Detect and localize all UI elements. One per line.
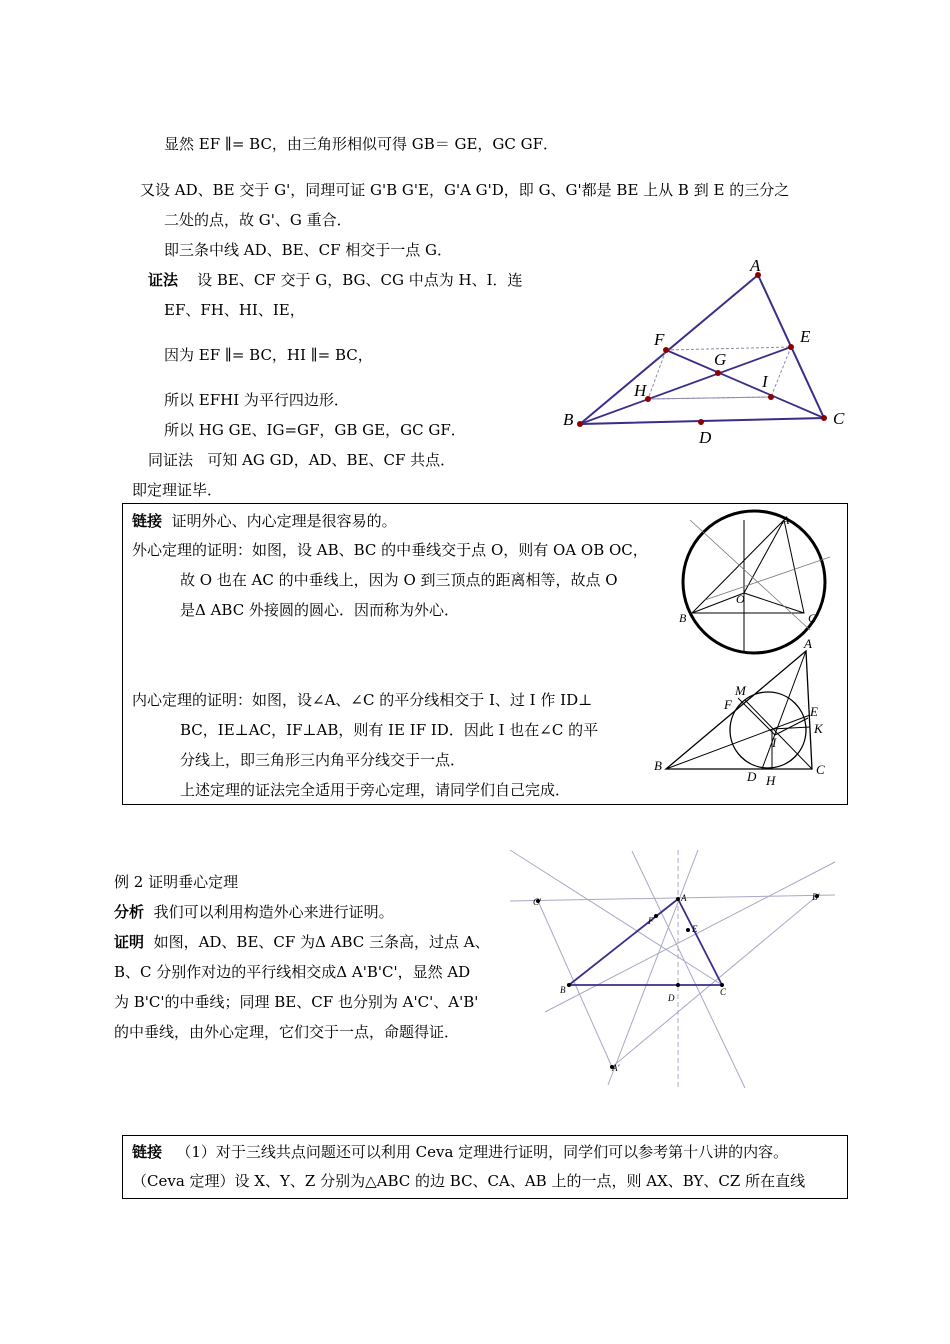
median-figure xyxy=(560,255,860,455)
segment-hi xyxy=(648,397,771,399)
text-line: 证明外心、内心定理是很容易的。 xyxy=(171,512,397,530)
text-line: （Ceva 定理）设 X、Y、Z 分别为△ABC 的边 BC、CA、AB 上的一点，则 AX、BY、CZ 所在直线 xyxy=(132,1172,806,1190)
label-c: C xyxy=(833,409,845,428)
label-c: C xyxy=(808,611,817,625)
text-line: 所以 EFHI 为平行四边形． xyxy=(164,391,349,409)
text-line: 设 BE、CF 交于 G，BG、CG 中点为 H、I．连 xyxy=(197,271,523,289)
label-a-prime: A' xyxy=(612,1063,620,1073)
text-line: 二处的点，故 G'、G 重合． xyxy=(164,211,352,229)
label-d: D xyxy=(699,428,712,447)
label-e: E xyxy=(692,924,698,934)
label-e: E xyxy=(800,327,811,346)
label-a: A xyxy=(750,256,761,275)
link-intro xyxy=(132,511,397,531)
label-d: D xyxy=(668,993,675,1003)
text-line: 显然 EF ∥= BC，由三角形相似可得 GB＝ GE，GC GF． xyxy=(164,135,559,153)
text-line: 所以 HG GE、IG=GF，GB GE，GC GF． xyxy=(164,421,466,439)
text-line: EF、FH、HI、IE， xyxy=(164,301,305,319)
same-label: 同证法 xyxy=(148,451,194,469)
label-c: C xyxy=(720,987,727,997)
label-h: H xyxy=(766,773,776,788)
label-b: B xyxy=(679,611,687,625)
text-line: 上述定理的证法完全适用于旁心定理，请同学们自己完成． xyxy=(180,781,571,799)
proof-line xyxy=(148,270,523,290)
label-e: E xyxy=(810,704,818,719)
link-label: 链接 xyxy=(132,512,163,530)
label-b: B xyxy=(654,758,662,773)
text-line: B、C 分别作对边的平行线相交成Δ A'B'C'，显然 AD xyxy=(114,963,471,981)
label-c-prime: C' xyxy=(533,897,541,907)
label-a: A xyxy=(681,893,687,903)
label-b: B xyxy=(563,410,574,429)
text-line: 外心定理的证明：如图，设 AB、BC 的中垂线交于点 O，则有 OA OB OC， xyxy=(132,541,648,559)
text-line: 分线上，即三角形三内角平分线交于一点． xyxy=(180,751,466,769)
analysis-label: 分析 xyxy=(114,903,145,921)
text-line: BC，IE⊥AC，IF⊥AB，则有 IE IF ID．因此 I 也在∠C 的平 xyxy=(180,721,599,739)
text-line: 内心定理的证明：如图，设∠A、∠C 的平分线相交于 I、过 I 作 ID⊥ xyxy=(132,691,593,709)
label-b: B xyxy=(560,985,566,995)
label-f: F xyxy=(654,330,665,349)
text-line: 我们可以利用构造外心来进行证明。 xyxy=(153,903,394,921)
label-m: M xyxy=(735,683,746,698)
text-line: 是Δ ABC 外接圆的圆心．因而称为外心． xyxy=(180,601,459,619)
proof-label: 证法 xyxy=(148,271,179,289)
label-a: A xyxy=(804,636,812,651)
analysis-line xyxy=(114,902,394,922)
proof-line xyxy=(114,932,490,952)
label-o: O xyxy=(736,592,745,606)
circumcenter-figure xyxy=(660,505,840,635)
text-line: 又设 AD、BE 交于 G'，同理可证 G'B G'E，G'A G'D，即 G、G'都是 BE 上从 B 到 E 的三分之 xyxy=(140,181,790,199)
link-label: 链接 xyxy=(132,1143,163,1161)
text-line: 为 B'C'的中垂线；同理 BE、CF 也分别为 A'C'、A'B' xyxy=(114,993,479,1011)
text-line: 故 O 也在 AC 的中垂线上，因为 O 到三顶点的距离相等，故点 O xyxy=(180,571,618,589)
text-line: 可知 AG GD，AD、BE、CF 共点． xyxy=(207,451,456,469)
text-line: （1）对于三线共点问题还可以利用 Ceva 定理进行证明，同学们可以参考第十八讲的内容。 xyxy=(176,1143,789,1161)
label-g: G xyxy=(714,350,727,369)
orthocenter-figure xyxy=(505,845,845,1095)
label-i: I xyxy=(772,735,777,750)
label-f: F xyxy=(724,697,732,712)
qed-line: 即定理证毕． xyxy=(132,481,223,499)
text-line: 即三条中线 AD、BE、CF 相交于一点 G． xyxy=(164,241,453,259)
proof-line xyxy=(148,450,455,470)
link2-line xyxy=(132,1142,788,1162)
text-line: 的中垂线，由外心定理，它们交于一点，命题得证． xyxy=(114,1023,460,1041)
text-line: 因为 EF ∥= BC，HI ∥= BC， xyxy=(164,346,373,364)
label-d: D xyxy=(747,769,757,784)
text-line: 如图，AD、BE、CF 为Δ ABC 三条高，过点 A、 xyxy=(153,933,490,951)
label-i: I xyxy=(762,372,768,391)
label-h: H xyxy=(634,381,647,400)
label-b-prime: B' xyxy=(812,892,820,902)
label-a: A xyxy=(782,513,790,527)
label-k: K xyxy=(814,721,823,736)
label-f: F xyxy=(648,916,654,926)
proof-label: 证明 xyxy=(114,933,145,951)
incenter-figure xyxy=(650,635,840,790)
example-title: 例 2 证明垂心定理 xyxy=(114,873,239,891)
label-c: C xyxy=(816,762,825,777)
